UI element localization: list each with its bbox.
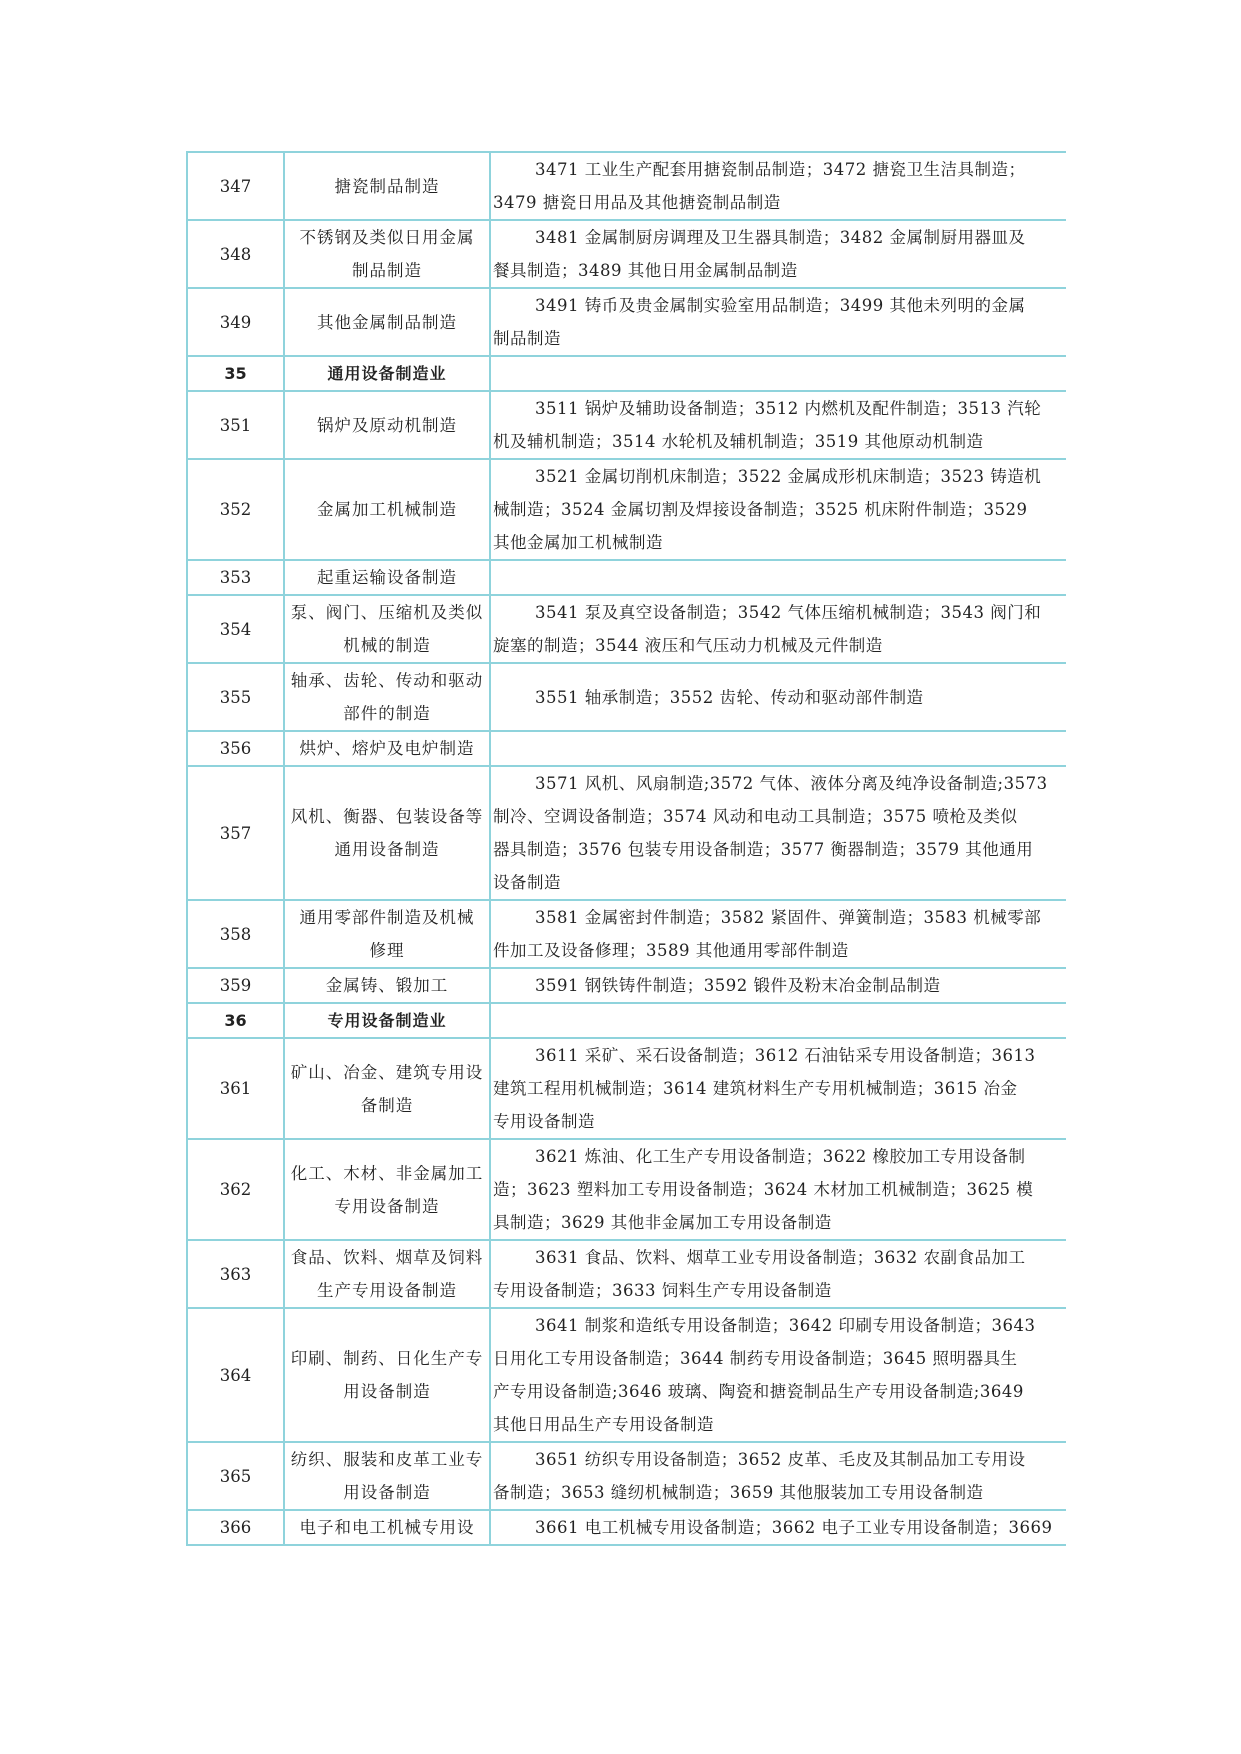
description-line: 餐具制造；3489 其他日用金属制品制造: [493, 261, 798, 280]
code-cell: 352: [187, 459, 284, 560]
description-cell: [490, 731, 1066, 766]
table-row: [187, 1510, 1066, 1545]
category-name-line: 不锈钢及类似日用金属: [299, 228, 475, 247]
code-cell: 348: [187, 220, 284, 288]
category-name-line: 风机、衡器、包装设备等: [290, 807, 484, 826]
table-row: [187, 1139, 1066, 1240]
code-cell: 358: [187, 900, 284, 968]
description-cell: [490, 900, 1066, 968]
description-line: 机及辅机制造；3514 水轮机及辅机制造；3519 其他原动机制造: [493, 432, 984, 451]
description-cell: [490, 1038, 1066, 1139]
table-row: [187, 663, 1066, 731]
description-cell: [490, 663, 1066, 731]
category-name-cell: [284, 731, 490, 766]
table-row: [187, 391, 1066, 459]
description-line: 制冷、空调设备制造；3574 风动和电动工具制造；3575 喷枪及类似: [493, 807, 1018, 826]
table-row: [187, 766, 1066, 900]
description-cell: [490, 595, 1066, 663]
description-cell: [490, 356, 1066, 391]
category-row: [187, 1003, 1066, 1038]
description-line: 备制造；3653 缝纫机械制造；3659 其他服装加工专用设备制造: [493, 1483, 984, 1502]
industry-code-table-wrapper: [186, 151, 1066, 1546]
description-line: 3571 风机、风扇制造;3572 气体、液体分离及纯净设备制造;3573: [535, 774, 1048, 793]
category-name-cell: [284, 152, 490, 220]
description-line: 3651 纺织专用设备制造；3652 皮革、毛皮及其制品加工专用设: [535, 1450, 1026, 1469]
description-line: 件加工及设备修理；3589 其他通用零部件制造: [493, 941, 849, 960]
description-line: 3471 工业生产配套用搪瓷制品制造；3472 搪瓷卫生洁具制造；: [535, 160, 1026, 179]
description-line: 3481 金属制厨房调理及卫生器具制造；3482 金属制厨用器皿及: [535, 228, 1026, 247]
category-name-cell: [284, 288, 490, 356]
description-line: 其他日用品生产专用设备制造: [493, 1415, 714, 1434]
category-name-line: 食品、饮料、烟草及饲料: [290, 1248, 484, 1267]
category-name-line: 备制造: [360, 1095, 414, 1115]
category-name-cell: [284, 1240, 490, 1308]
category-name-line: 部件的制造: [343, 704, 431, 723]
table-row: [187, 220, 1066, 288]
code-cell: 363: [187, 1240, 284, 1308]
description-cell: [490, 220, 1066, 288]
description-cell: [490, 152, 1066, 220]
table-row: [187, 595, 1066, 663]
code-cell: 364: [187, 1308, 284, 1442]
table-row: [187, 1308, 1066, 1442]
description-line: 3551 轴承制造；3552 齿轮、传动和驱动部件制造: [535, 687, 924, 707]
code-cell: 356: [187, 731, 284, 766]
table-row: [187, 900, 1066, 968]
description-line: 造；3623 塑料加工专用设备制造；3624 木材加工机械制造；3625 模: [493, 1180, 1034, 1199]
description-line: 旋塞的制造；3544 液压和气压动力机械及元件制造: [493, 636, 883, 655]
code-cell: 351: [187, 391, 284, 459]
description-line: 专用设备制造: [493, 1112, 595, 1131]
category-name-line: 专用设备制造业: [327, 1011, 447, 1030]
description-line: 专用设备制造；3633 饲料生产专用设备制造: [493, 1281, 832, 1300]
description-line: 其他金属加工机械制造: [493, 533, 663, 552]
description-line: 制品制造: [493, 329, 561, 348]
category-name-cell: [284, 560, 490, 595]
description-cell: [490, 1442, 1066, 1510]
category-name-cell: [284, 900, 490, 968]
description-line: 3641 制浆和造纸专用设备制造；3642 印刷专用设备制造；3643: [535, 1316, 1036, 1335]
category-row: [187, 356, 1066, 391]
code-cell: 355: [187, 663, 284, 731]
code-cell: 347: [187, 152, 284, 220]
category-name-line: 通用设备制造业: [327, 364, 447, 383]
category-name-line: 用设备制造: [343, 1483, 431, 1502]
category-name-line: 金属加工机械制造: [317, 500, 457, 519]
category-name-line: 其他金属制品制造: [317, 312, 457, 332]
category-name-cell: [284, 220, 490, 288]
category-name-line: 搪瓷制品制造: [334, 176, 440, 196]
category-name-line: 通用设备制造: [334, 840, 440, 859]
description-cell: [490, 1510, 1066, 1545]
description-cell: [490, 968, 1066, 1003]
description-cell: [490, 288, 1066, 356]
category-name-cell: [284, 1038, 490, 1139]
description-line: 具制造；3629 其他非金属加工专用设备制造: [493, 1213, 832, 1232]
description-line: 器具制造；3576 包装专用设备制造；3577 衡器制造；3579 其他通用: [493, 840, 1034, 859]
category-name-line: 泵、阀门、压缩机及类似: [290, 603, 484, 622]
category-name-line: 生产专用设备制造: [317, 1281, 457, 1300]
description-line: 3611 采矿、采石设备制造；3612 石油钻采专用设备制造；3613: [535, 1046, 1036, 1065]
description-line: 械制造；3524 金属切割及焊接设备制造；3525 机床附件制造；3529: [493, 500, 1028, 519]
description-line: 设备制造: [493, 873, 561, 892]
category-name-line: 修理: [369, 941, 405, 960]
category-name-line: 用设备制造: [343, 1382, 431, 1401]
description-cell: [490, 1240, 1066, 1308]
category-name-cell: [284, 356, 490, 391]
code-cell: 362: [187, 1139, 284, 1240]
description-line: 3621 炼油、化工生产专用设备制造；3622 橡胶加工专用设备制: [535, 1147, 1026, 1166]
category-name-cell: [284, 459, 490, 560]
table-row: [187, 459, 1066, 560]
code-cell: 353: [187, 560, 284, 595]
table-row: [187, 1442, 1066, 1510]
description-line: 建筑工程用机械制造；3614 建筑材料生产专用机械制造；3615 冶金: [493, 1079, 1018, 1098]
table-row: [187, 1038, 1066, 1139]
category-name-cell: [284, 663, 490, 731]
description-cell: [490, 560, 1066, 595]
category-name-line: 通用零部件制造及机械: [299, 908, 475, 927]
category-name-line: 起重运输设备制造: [317, 568, 457, 587]
table-body: [187, 152, 1066, 1545]
category-name-line: 化工、木材、非金属加工: [290, 1163, 484, 1183]
description-line: 3591 钢铁铸件制造；3592 锻件及粉末冶金制品制造: [535, 976, 941, 995]
code-cell: 365: [187, 1442, 284, 1510]
table-row: [187, 968, 1066, 1003]
category-name-cell: [284, 766, 490, 900]
description-cell: [490, 766, 1066, 900]
category-name-cell: [284, 391, 490, 459]
code-cell: 349: [187, 288, 284, 356]
category-name-line: 锅炉及原动机制造: [317, 415, 457, 435]
description-line: 3581 金属密封件制造；3582 紧固件、弹簧制造；3583 机械零部: [535, 908, 1042, 927]
description-cell: [490, 1308, 1066, 1442]
code-cell: 366: [187, 1510, 284, 1545]
category-name-line: 轴承、齿轮、传动和驱动: [290, 671, 484, 690]
category-name-cell: [284, 1442, 490, 1510]
code-cell: 36: [187, 1003, 284, 1038]
category-name-cell: [284, 968, 490, 1003]
description-line: 日用化工专用设备制造；3644 制药专用设备制造；3645 照明器具生: [493, 1349, 1018, 1368]
category-name-line: 印刷、制药、日化生产专: [290, 1349, 484, 1368]
table-row: [187, 152, 1066, 220]
category-name-line: 制品制造: [352, 261, 422, 280]
description-line: 产专用设备制造;3646 玻璃、陶瓷和搪瓷制品生产专用设备制造;3649: [493, 1382, 1024, 1401]
table-row: [187, 560, 1066, 595]
description-line: 3541 泵及真空设备制造；3542 气体压缩机械制造；3543 阀门和: [535, 603, 1042, 622]
description-cell: [490, 1139, 1066, 1240]
category-name-line: 烘炉、熔炉及电炉制造: [299, 739, 475, 758]
table-row: [187, 1240, 1066, 1308]
industry-code-table: [186, 151, 1066, 1546]
description-cell: [490, 391, 1066, 459]
category-name-line: 机械的制造: [343, 636, 431, 655]
category-name-cell: [284, 1308, 490, 1442]
description-cell: [490, 1003, 1066, 1038]
description-line: 3661 电工机械专用设备制造；3662 电子工业专用设备制造；3669: [535, 1518, 1053, 1537]
table-row: [187, 288, 1066, 356]
category-name-line: 专用设备制造: [334, 1196, 440, 1216]
category-name-line: 纺织、服装和皮革工业专: [290, 1450, 484, 1469]
description-line: 3511 锅炉及辅助设备制造；3512 内燃机及配件制造；3513 汽轮: [535, 399, 1042, 418]
description-line: 3631 食品、饮料、烟草工业专用设备制造；3632 农副食品加工: [535, 1248, 1026, 1267]
description-line: 3521 金属切削机床制造；3522 金属成形机床制造；3523 铸造机: [535, 467, 1042, 486]
category-name-cell: [284, 595, 490, 663]
category-name-line: 电子和电工机械专用设: [299, 1518, 475, 1537]
category-name-cell: [284, 1139, 490, 1240]
code-cell: 35: [187, 356, 284, 391]
category-name-line: 金属铸、锻加工: [325, 976, 449, 995]
code-cell: 354: [187, 595, 284, 663]
code-cell: 359: [187, 968, 284, 1003]
code-cell: 361: [187, 1038, 284, 1139]
table-row: [187, 731, 1066, 766]
description-line: 3479 搪瓷日用品及其他搪瓷制品制造: [493, 193, 781, 212]
description-line: 3491 铸币及贵金属制实验室用品制造；3499 其他未列明的金属: [535, 296, 1026, 315]
description-cell: [490, 459, 1066, 560]
category-name-cell: [284, 1003, 490, 1038]
category-name-line: 矿山、冶金、建筑专用设: [290, 1062, 484, 1082]
code-cell: 357: [187, 766, 284, 900]
category-name-cell: [284, 1510, 490, 1545]
